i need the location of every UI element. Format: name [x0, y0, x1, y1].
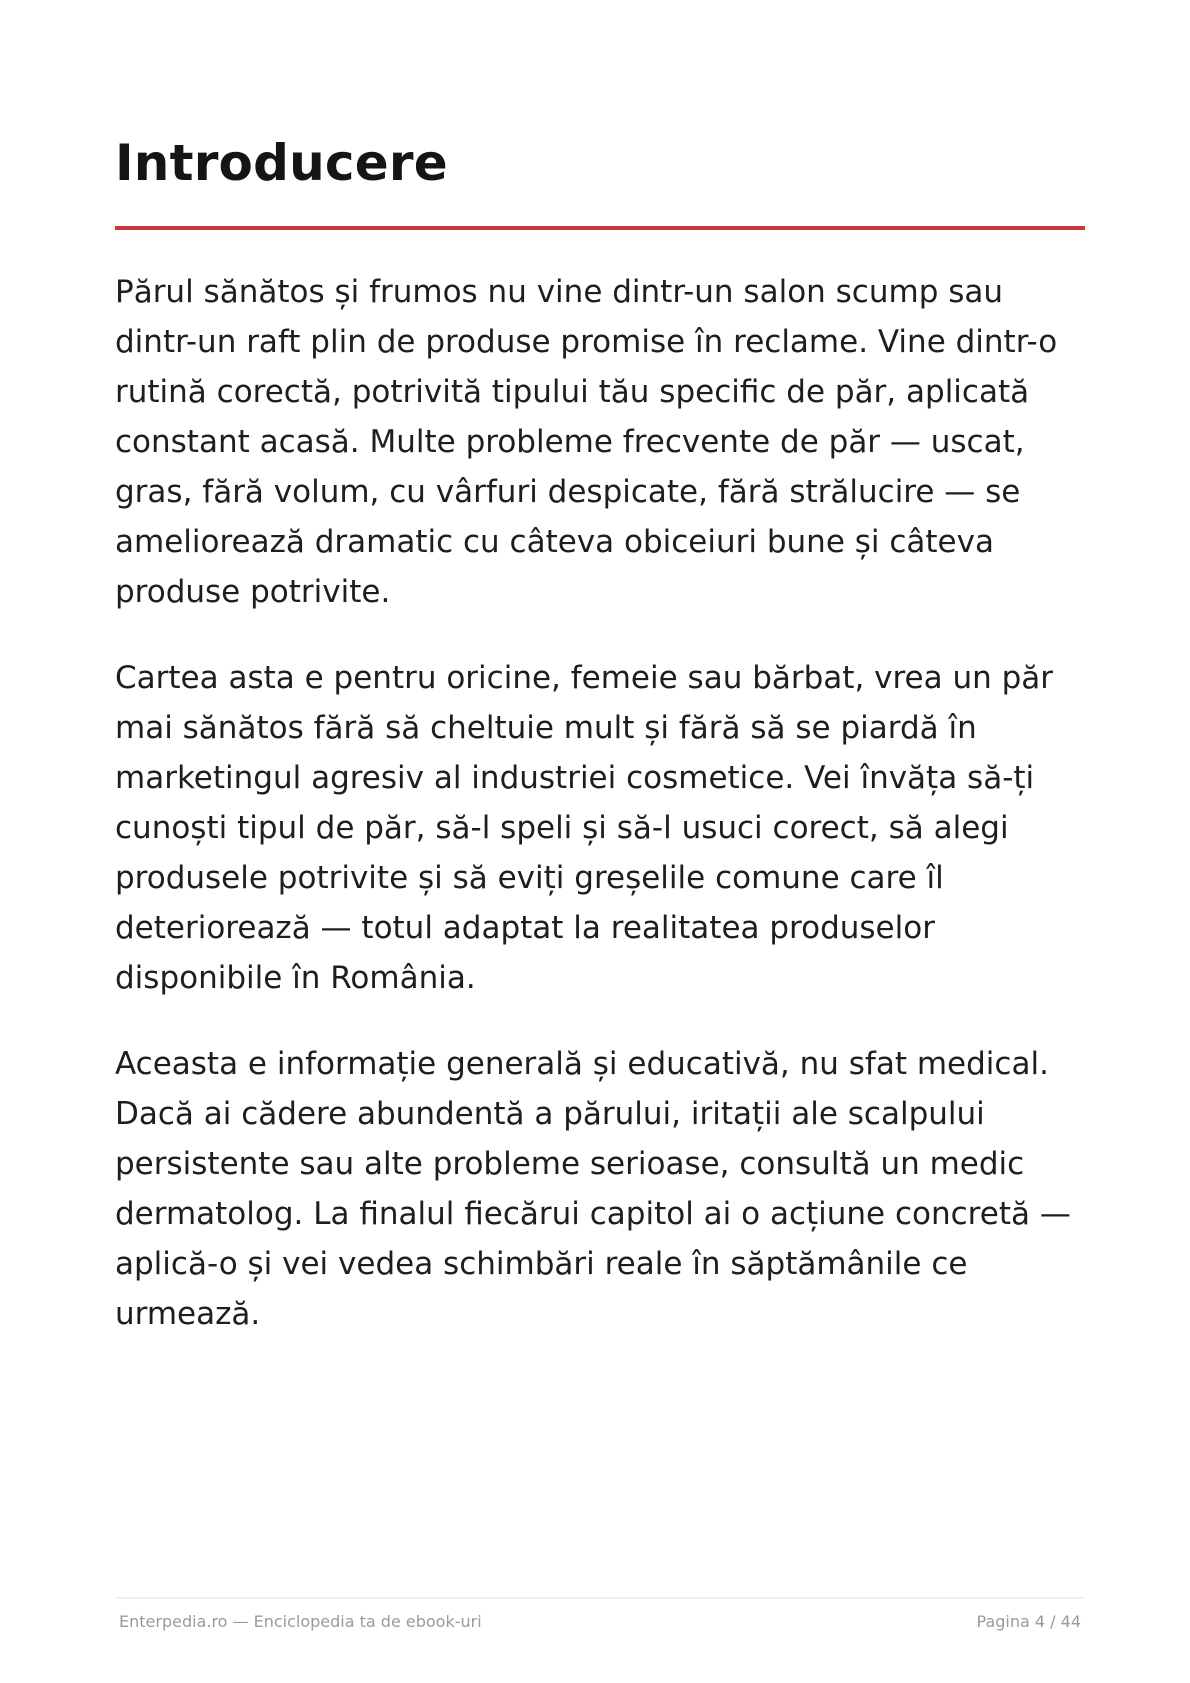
footer-divider [115, 1597, 1085, 1599]
footer-page-number: Pagina 4 / 44 [976, 1612, 1081, 1631]
chapter-body [115, 267, 1090, 1375]
paragraph-2: Cartea asta e pentru oricine, femeie sau bărbat, vrea un păr mai sănătos fără să cheltuie mult și fără să se piardă în marketingul agresiv al industriei cosmetice. Vei învăța să-ți cunoști tipul de păr, să-l speli și să-l usuci corect, să alegi produsele potrivite și să eviți greșelile comune care îl deteriorează — totul adaptat la realitatea produselor disponibile în România. [115, 660, 1054, 996]
chapter-title: Introducere [115, 134, 448, 192]
title-divider [115, 226, 1085, 230]
document-page [115, 0, 1085, 1683]
footer-publisher-text: Enterpedia.ro — Enciclopedia ta de ebook-uri [119, 1612, 482, 1631]
paragraph-1: Părul sănătos și frumos nu vine dintr-un salon scump sau dintr-un raft plin de produse promise în reclame. Vine dintr-o rutină corectă, potrivită tipului tău specific de păr, aplicată constant acasă. Multe probleme frecvente de păr — uscat, gras, fără volum, cu vârfuri despicate, fără strălucire — se ameliorează dramatic cu câteva obiceiuri bune și câteva produse potrivite. [115, 274, 1058, 610]
paragraph-3: Aceasta e informație generală și educativă, nu sfat medical. Dacă ai cădere abundentă a părului, iritații ale scalpului persistente sau alte probleme serioase, consultă un medic dermatolog. La finalul fiecărui capitol ai o acțiune concretă — aplică-o și vei vedea schimbări reale în săptămânile ce urmează. [115, 1046, 1071, 1332]
